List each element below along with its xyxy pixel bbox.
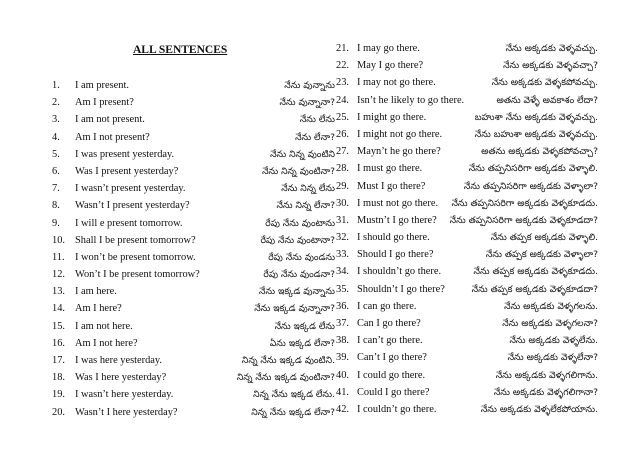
list-item (52, 369, 335, 386)
english-sentence: I couldn’t go there. (357, 403, 437, 415)
telugu-translation: బహుశా నేను అక్కడకు వెళ్ళవచ్చు. (474, 111, 598, 123)
english-sentence: Won’t I be present tomorrow? (75, 269, 200, 281)
english-sentence: I will e present tomorrow. (75, 217, 183, 229)
list-item (52, 404, 335, 421)
item-number: 21. (336, 43, 349, 54)
list-item (52, 335, 335, 352)
item-number: 39. (336, 352, 349, 364)
english-sentence: I might not go there. (357, 128, 443, 140)
english-sentence: Should I go there? (357, 249, 434, 261)
english-sentence: I must go there. (357, 163, 423, 175)
english-sentence: I am here. (75, 286, 117, 298)
telugu-translation: రేపు నేను వుంటాను (265, 217, 335, 229)
list-item (52, 146, 335, 163)
list-item (336, 212, 598, 229)
list-item (336, 401, 598, 418)
item-number: 4. (52, 131, 60, 143)
telugu-translation: నేను తప్పనిసరిగా అక్కడకు వెళ్ళకూడదు. (451, 197, 598, 209)
telugu-translation: నేను నిన్న వుంటినా? (262, 165, 335, 177)
english-sentence: Can I go there? (357, 318, 421, 329)
list-item (336, 281, 598, 298)
item-number: 31. (336, 214, 349, 226)
english-sentence: I am present. (75, 80, 129, 91)
english-sentence: May I go there? (357, 60, 424, 72)
telugu-translation: నేను అక్కడకు వెళ్ళకపోవచ్చు. (491, 77, 598, 89)
item-number: 9. (52, 217, 60, 229)
telugu-translation: నేను అక్కడకు వెళ్ళలేనా? (507, 352, 598, 364)
english-sentence: I must not go there. (357, 197, 439, 209)
item-number: 32. (336, 232, 349, 244)
item-number: 24. (336, 94, 349, 106)
telugu-translation: నేను తప్పనిసరిగా అక్కడకు వెళ్ళకూడదా? (449, 214, 598, 226)
item-number: 26. (336, 128, 349, 140)
telugu-translation: అతను వెళ్ళే అవకాశం లేదా? (496, 94, 598, 106)
english-sentence: I am not present. (75, 114, 145, 126)
telugu-translation: నేను అక్కడకు వెళ్ళవచ్చా? (503, 60, 598, 72)
english-sentence: Must I go there? (357, 180, 426, 192)
english-sentence: I wasn’t here yesterday. (75, 389, 174, 401)
item-number: 12. (52, 269, 65, 281)
english-sentence: I wasn’t present yesterday. (75, 183, 186, 195)
english-sentence: I was here yesterday. (75, 355, 163, 366)
item-number: 8. (52, 200, 60, 212)
sentence-list-left (52, 77, 335, 421)
telugu-translation: నేను ఇక్కడ వున్నానా? (254, 303, 335, 315)
telugu-translation: అతను అక్కడకు వెళ్ళకపోవచ్చా? (481, 146, 598, 158)
english-sentence: I might go there. (357, 111, 427, 123)
list-item (336, 178, 598, 195)
telugu-translation: నిన్న నేను ఇక్కడ లేను. (253, 389, 335, 401)
telugu-translation: నేను వున్నాను (284, 80, 335, 91)
telugu-translation: నేను లేను (299, 114, 335, 126)
item-number: 16. (52, 337, 65, 349)
telugu-translation: రేపు నేను వుండనా? (263, 269, 335, 281)
list-item (52, 266, 335, 283)
list-item (336, 195, 598, 212)
item-number: 41. (336, 386, 349, 398)
english-sentence: I may go there. (357, 43, 420, 54)
item-number: 7. (52, 183, 60, 195)
telugu-translation: నేను అక్కడకు వెళ్ళగలనా? (502, 318, 598, 329)
english-sentence: Am I not present? (75, 131, 150, 143)
telugu-translation: నేను నిన్న లేను (281, 183, 335, 195)
telugu-translation: నేను తప్పక అక్కడకు వెళ్ళాలి. (490, 232, 598, 244)
list-item (336, 229, 598, 246)
english-sentence: Could I go there? (357, 386, 430, 398)
item-number: 6. (52, 165, 60, 177)
list-item (52, 249, 335, 266)
item-number: 3. (52, 114, 60, 126)
list-item (336, 92, 598, 109)
telugu-translation: నేను నిన్న లేనా? (276, 200, 335, 212)
english-sentence: I was present yesterday. (75, 148, 175, 160)
list-item (336, 349, 598, 366)
list-item (52, 77, 335, 94)
english-sentence: I am not here. (75, 320, 133, 332)
item-number: 42. (336, 403, 349, 415)
list-item (336, 263, 598, 280)
list-item (336, 384, 598, 401)
telugu-translation: నేను నిన్న వుంటిని (270, 148, 335, 160)
telugu-translation: ఏను ఇక్కడ లేనా? (269, 337, 335, 349)
item-number: 40. (336, 369, 349, 381)
list-item (52, 215, 335, 232)
list-item (52, 352, 335, 369)
item-number: 1. (52, 80, 60, 91)
english-sentence: Shouldn’t I go there? (357, 283, 445, 295)
telugu-translation: నేను అక్కడకు వెళ్ళవచ్చు. (505, 43, 598, 54)
item-number: 5. (52, 148, 60, 160)
english-sentence: I shouldn’t go there. (357, 266, 442, 278)
item-number: 27. (336, 146, 349, 158)
telugu-translation: రేపు నేను వుండను (268, 251, 335, 263)
list-item (336, 298, 598, 315)
english-sentence: I won’t be present tomorrow. (75, 251, 196, 263)
telugu-translation: నేను తప్పక అక్కడకు వెళ్ళాలా? (485, 249, 598, 261)
item-number: 30. (336, 197, 349, 209)
english-sentence: I can go there. (357, 300, 417, 312)
telugu-translation: నేను అక్కడకు వెళ్ళలేకపోయాను. (480, 403, 598, 415)
item-number: 33. (336, 249, 349, 261)
english-sentence: Am I not here? (75, 337, 138, 349)
list-item (336, 126, 598, 143)
list-item (336, 143, 598, 160)
item-number: 29. (336, 180, 349, 192)
telugu-translation: నేను అక్కడకు వెళ్ళగలిగానా? (493, 386, 598, 398)
list-item (52, 300, 335, 317)
list-item (52, 163, 335, 180)
telugu-translation: నేను అక్కడకు వెళ్ళగలను. (504, 300, 598, 312)
english-sentence: Wasn’t I here yesterday? (75, 406, 178, 418)
telugu-translation: నేను వున్నానా? (279, 97, 335, 109)
list-item (52, 129, 335, 146)
sentence-list-right (336, 40, 598, 418)
list-item (336, 315, 598, 332)
item-number: 38. (336, 335, 349, 347)
telugu-translation: నేను అక్కడకు వెళ్ళగలిగాను. (495, 369, 598, 381)
telugu-translation: నేను ఇక్కడ వున్నాను (259, 286, 335, 298)
item-number: 14. (52, 303, 65, 315)
item-number: 18. (52, 372, 65, 384)
list-item (52, 283, 335, 300)
list-item (52, 318, 335, 335)
english-sentence: I can’t go there. (357, 335, 423, 347)
telugu-translation: నేను తప్పక అక్కడకు వెళ్ళకూడదు. (473, 266, 598, 278)
telugu-translation: నేను లేనా? (295, 131, 335, 143)
item-number: 15. (52, 320, 65, 332)
telugu-translation: నేను తప్పనిసరిగా అక్కడకు వెళ్ళాలా? (463, 180, 598, 192)
list-item (336, 332, 598, 349)
telugu-translation: నేను ఇక్కడ లేను (274, 320, 335, 332)
list-item (52, 180, 335, 197)
item-number: 11. (52, 251, 65, 263)
list-item (336, 246, 598, 263)
item-number: 17. (52, 355, 65, 366)
list-item (336, 160, 598, 177)
english-sentence: I may not go there. (357, 77, 436, 89)
page-title: ALL SENTENCES (133, 44, 228, 56)
item-number: 28. (336, 163, 349, 175)
english-sentence: Am I here? (75, 303, 122, 315)
list-item (336, 367, 598, 384)
list-item (336, 57, 598, 74)
telugu-translation: నేను తప్పనిసరిగా అక్కడకు వెళ్ళాలి. (468, 163, 598, 175)
item-number: 10. (52, 234, 65, 246)
list-item (52, 232, 335, 249)
english-sentence: Mayn’t he go there? (357, 146, 441, 158)
item-number: 34. (336, 266, 349, 278)
english-sentence: I should go there. (357, 232, 430, 244)
telugu-translation: నిన్న నేను ఇక్కడ లేనా? (251, 406, 335, 418)
item-number: 19. (52, 389, 65, 401)
telugu-translation: నేను బహుశా అక్కడకు వెళ్ళవచ్చు. (474, 128, 598, 140)
telugu-translation: రేపు నేను వుంటానా? (260, 234, 335, 246)
english-sentence: Was I here yesterday? (75, 372, 167, 384)
english-sentence: I could go there. (357, 369, 426, 381)
telugu-translation: నేను అక్కడకు వెళ్ళలేను. (509, 335, 598, 347)
english-sentence: Shall I be present tomorrow? (75, 234, 196, 246)
item-number: 13. (52, 286, 65, 298)
list-item (336, 109, 598, 126)
english-sentence: Wasn’t I present yesterday? (75, 200, 190, 212)
list-item (336, 74, 598, 91)
item-number: 2. (52, 97, 60, 109)
item-number: 23. (336, 77, 349, 89)
item-number: 35. (336, 283, 349, 295)
item-number: 25. (336, 111, 349, 123)
item-number: 37. (336, 318, 349, 329)
list-item (52, 386, 335, 403)
list-item (336, 40, 598, 57)
english-sentence: Was I present yesterday? (75, 165, 179, 177)
english-sentence: Am I present? (75, 97, 134, 109)
english-sentence: Can’t I go there? (357, 352, 427, 364)
list-item (52, 111, 335, 128)
item-number: 20. (52, 406, 65, 418)
item-number: 36. (336, 300, 349, 312)
english-sentence: Mustn’t I go there? (357, 214, 437, 226)
telugu-translation: నిన్న నేను ఇక్కడ వుంటినా? (236, 372, 335, 384)
telugu-translation: నిన్న నేను ఇక్కడ వుంటిని. (241, 355, 335, 366)
list-item (52, 94, 335, 111)
telugu-translation: నేను తప్పక అక్కడకు వెళ్ళకూడదా? (471, 283, 598, 295)
item-number: 22. (336, 60, 349, 72)
english-sentence: Isn’t he likely to go there. (357, 94, 465, 106)
list-item (52, 197, 335, 214)
